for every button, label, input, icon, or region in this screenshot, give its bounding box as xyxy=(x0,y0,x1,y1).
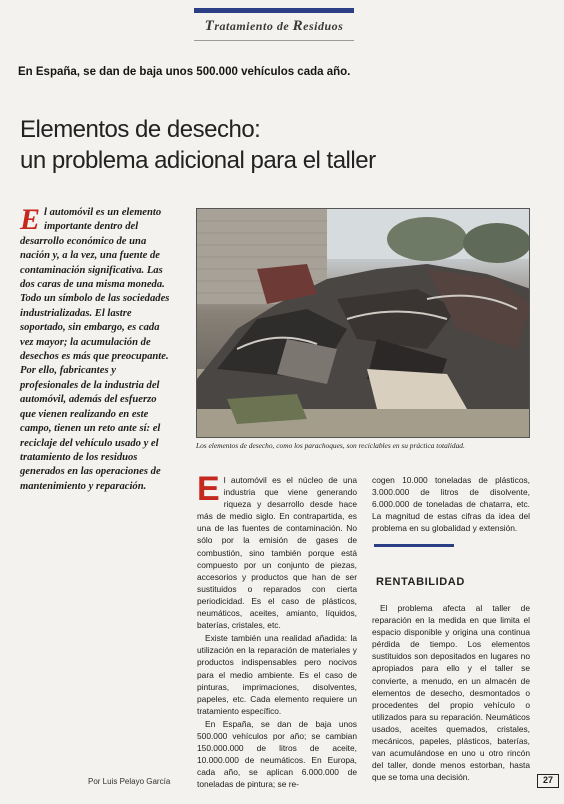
section-heading: RENTABILIDAD xyxy=(376,576,465,588)
byline: Por Luis Pelayo García xyxy=(88,777,171,786)
lead-text: l automóvil es un elemento importante dentro del desarrollo económico de una nación y, a la vez, una fuente de contaminación significativa. Las dos caras de una misma moneda. Todo un símbolo de las sociedades industrializadas. El lastre soportado, sin embargo, es cada vez mayor; la acumulación de desechos es más que preocupante. Por ello, fabricantes y profesionales de la industria del automóvil, además del esfuerzo que vienen realizando en este campo, tienen un reto ante sí: el reciclaje del vehículo usado y el tratamiento de los residuos generados en las operaciones de mantenimiento y reparación. xyxy=(20,207,170,492)
body-paragraph: Existe también una realidad añadida: la utilización en la reparación de materiales y productos indispensables pero nocivos para el medio ambiente. Es el caso de pinturas, imprimaciones, disolventes, papeles, etc. Cada elemento requiere un tratamiento específico. xyxy=(197,633,357,716)
body-column-2 xyxy=(197,470,357,791)
body-paragraph: cogen 10.000 toneladas de plásticos, 3.000.000 de litros de disolvente, 6.000.000 de toneladas de chatarra, etc. La magnitud de estas cifras da idea del problema en su globalidad y extensión. xyxy=(372,475,530,534)
lead-paragraph xyxy=(20,203,172,494)
article-title-line-2: un problema adicional para el taller xyxy=(20,147,376,174)
body-dropcap: E xyxy=(197,470,220,508)
body-paragraph: El automóvil es el núcleo de una industria que viene generando riqueza y desarrollo desde hace más de medio siglo. En contrapartida, es una de las fuentes de contaminación. No sólo por la emisión de gases de combustión, sino también porque está compuesto por un conjunto de piezas, accesorios y productos que han de ser sustituidos o reparados con cierta periodicidad. Es el caso de plásticos, neumáticos, aceites, amianto, líquidos, baterías, cristales, etc. xyxy=(197,470,357,631)
kicker-text: En España, se dan de baja unos 500.000 vehículos cada año. xyxy=(18,66,351,78)
lead-dropcap: E xyxy=(20,203,41,236)
scrapyard-photo xyxy=(196,208,530,438)
page-number: 27 xyxy=(537,774,559,788)
photo-caption: Los elementos de desecho, como los parachoques, son reciclables en su práctica totalidad. xyxy=(196,441,465,450)
body-column-3-top xyxy=(372,474,530,535)
body-column-3-bottom xyxy=(372,602,530,784)
body-paragraph: En España, se dan de baja unos 500.000 vehículos por año; se cambian 150.000.000 de litros de aceite, 10.000.000 de neumáticos. En Europa, cada año, se aplican 6.000.000 de toneladas de pintura; se re- xyxy=(197,718,357,790)
article-title-line-1: Elementos de desecho: xyxy=(20,116,261,143)
header-rule xyxy=(194,40,354,41)
section-title: Tratamiento de Residuos xyxy=(204,18,344,34)
scrapyard-illustration xyxy=(197,209,530,438)
header-color-bar xyxy=(194,8,354,13)
body-paragraph: El problema afecta al taller de reparación en la medida en que limita el espacio disponible y origina una continua pérdida de tiempo. Los elementos sustituidos son depositados en lugares no apropiados para ello y el taller se convierte, a menudo, en un almacén de elementos de desecho, desmontados o procedentes del propio vehículo o utilizados para su reparación. Neumáticos usados, aceites quemados, cristales, mecánicos, papeles, plásticos, baterías, van acumulándose en uno u otro rincón del taller, donde menos estorban, hasta que se toma una decisión. xyxy=(372,603,530,783)
article-title xyxy=(20,114,440,176)
section-rule xyxy=(374,544,454,547)
